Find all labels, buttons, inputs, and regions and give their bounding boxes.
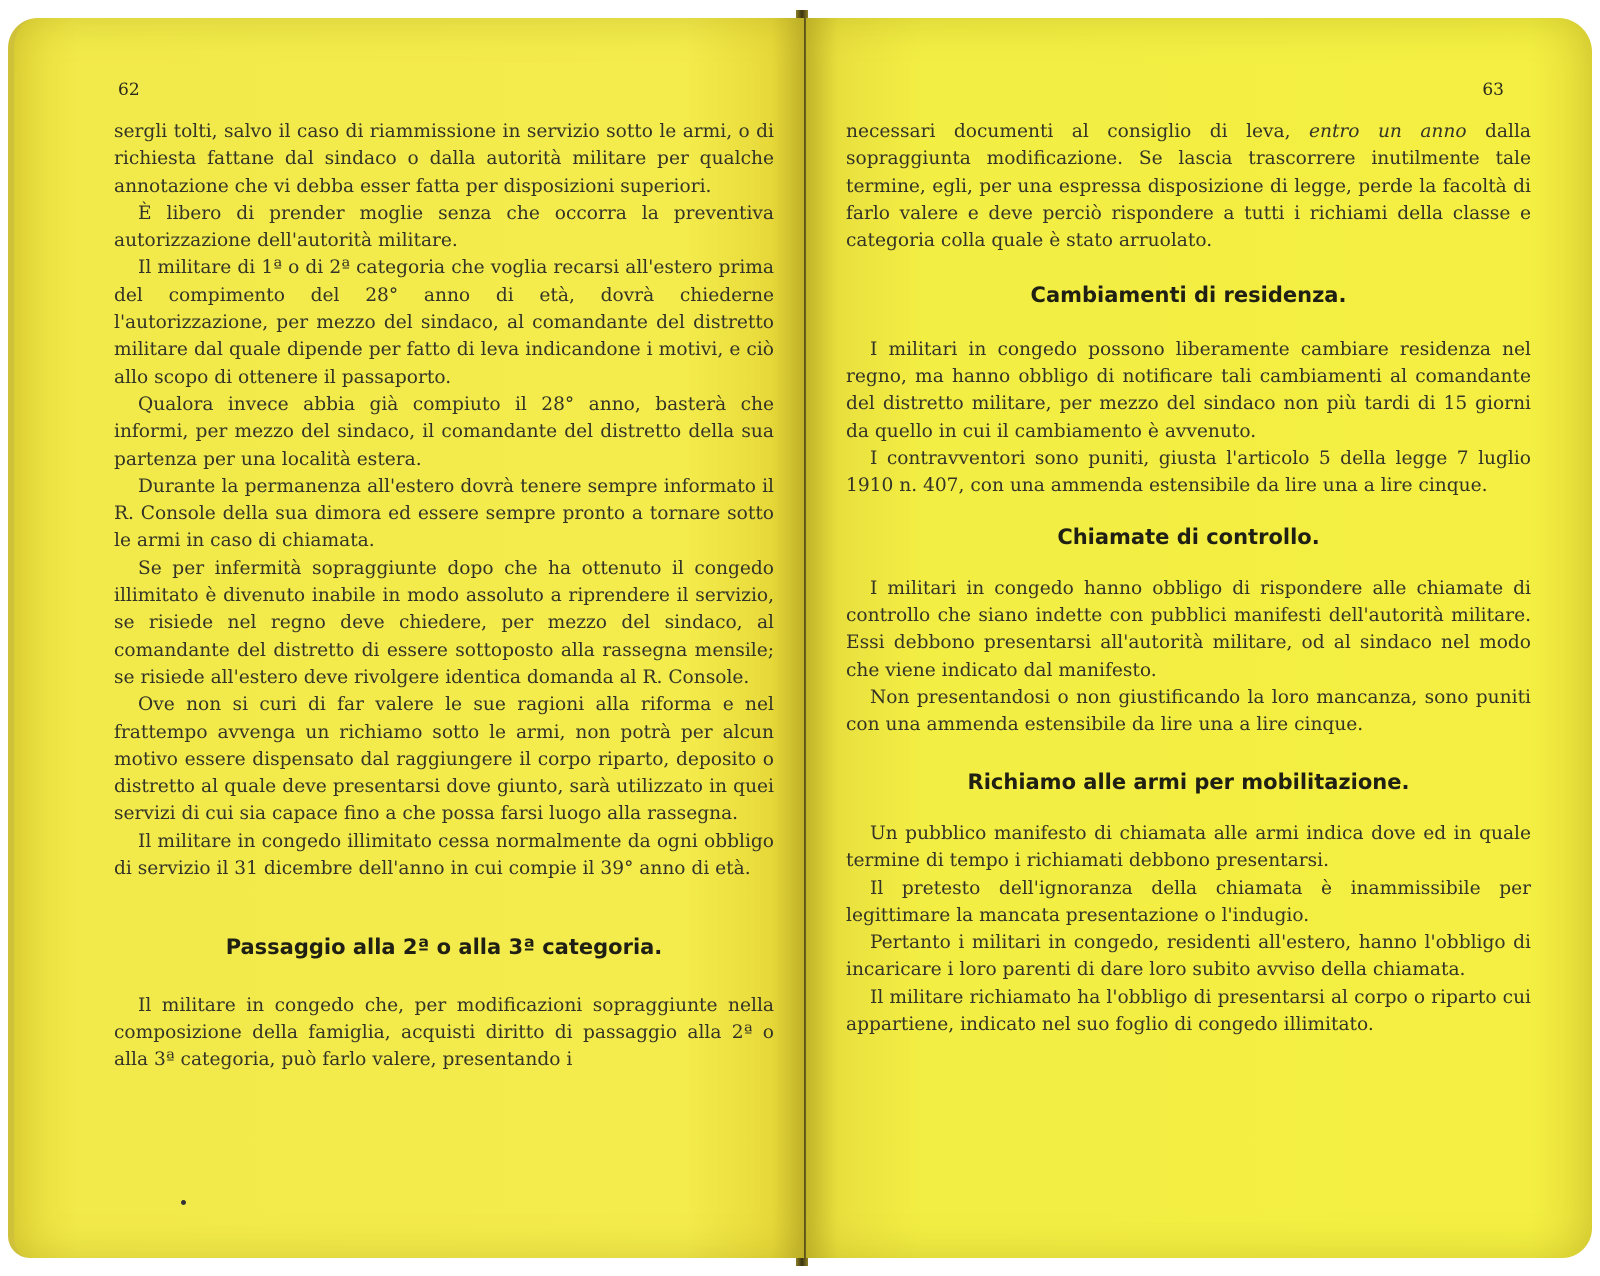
paragraph: I militari in congedo possono liberamente cambiare residenza nel regno, ma hanno obbligo di notificare tali cambiamenti al comandante del distretto militare, per mezzo del sindaco non più tardi di 15 giorni da quello in cui il cambiamento è avvenuto. — [846, 338, 1531, 442]
paragraph: Se per infermità sopraggiunte dopo che ha ottenuto il congedo illimitato è divenuto inabile in modo assoluto a riprendere il servizio, se risiede nel regno deve chiedere, per mezzo del sindaco, al comandante del distretto di essere sottoposto alla rassegna mensile; se risiede all'estero deve rivolgere identica domanda al R. Console. — [114, 557, 774, 688]
paragraph: sergli tolti, salvo il caso di riammissione in servizio sotto le armi, o di richiesta fattane dal sindaco o dalla autorità militare per qualche annotazione che vi debba esser fatta per disposizioni superiori. — [114, 121, 774, 197]
paragraph: I militari in congedo hanno obbligo di rispondere alle chiamate di controllo che siano indette con pubblici manifesti dell'autorità militare. Essi debbono presentarsi all'autorità militare, od al sindaco nel modo che viene indicato dal manifesto. — [846, 577, 1531, 681]
section-heading: Cambiamenti di residenza. — [1030, 283, 1347, 308]
text-run: dalla sopraggiunta modificazione. Se lascia trascorrere inutilmente tale termine, egli, per una espressa disposizione di legge, perde la facoltà di farlo valere e deve perciò rispondere a tutti i richiami della classe e categoria colla quale è stato arruolato. — [846, 121, 1531, 252]
italic-text-run: entro un anno — [1308, 121, 1467, 142]
paragraph: Il militare in congedo che, per modificazioni sopraggiunte nella composizione della famiglia, acquisti diritto di passaggio alla 2ª o alla 3ª categoria, può farlo valere, presentando i — [114, 994, 774, 1071]
ink-dot — [181, 1200, 186, 1205]
left-page-body — [114, 118, 774, 1074]
paragraph: Un pubblico manifesto di chiamata alle armi indica dove ed in quale termine di tempo i richiamati debbono presentarsi. — [846, 822, 1531, 872]
paragraph: Il militare in congedo illimitato cessa normalmente da ogni obbligo di servizio il 31 dicembre dell'anno in cui compie il 39° anno di età. — [114, 830, 774, 880]
paragraph: È libero di prender moglie senza che occorra la preventiva autorizzazione dell'autorità militare. — [114, 202, 774, 252]
section-heading: Passaggio alla 2ª o alla 3ª categoria. — [225, 935, 663, 960]
paragraph: Il pretesto dell'ignoranza della chiamata è inammissibile per legittimare la mancata presentazione o l'indugio. — [846, 877, 1531, 926]
right-page-body — [846, 118, 1531, 1038]
paragraph: Durante la permanenza all'estero dovrà tenere sempre informato il R. Console della sua dimora ed essere sempre pronto a tornare sotto le armi in caso di chiamata. — [114, 475, 774, 552]
left-page — [8, 18, 804, 1258]
paragraph — [846, 118, 1531, 254]
section-heading: Chiamate di controllo. — [1057, 524, 1320, 549]
paragraph: I contravventori sono puniti, giusta l'articolo 5 della legge 7 luglio 1910 n. 407, con una ammenda estensibile da lire una a lire cinque. — [846, 447, 1531, 497]
page-number: 63 — [1482, 80, 1504, 100]
page-number: 62 — [118, 80, 140, 100]
paragraph: Pertanto i militari in congedo, residenti all'estero, hanno l'obbligo di incaricare i loro parenti di dare loro subito avviso della chiamata. — [846, 932, 1531, 981]
paragraph: Il militare richiamato ha l'obbligo di presentarsi al corpo o riparto cui appartiene, indicato nel suo foglio di congedo illimitato. — [846, 986, 1531, 1036]
paragraph: Non presentandosi o non giustificando la loro mancanza, sono puniti con una ammenda estensibile da lire una a lire cinque. — [846, 687, 1531, 736]
paragraph: Il militare di 1ª o di 2ª categoria che voglia recarsi all'estero prima del compimento del 28° anno di età, dovrà chiederne l'autorizzazione, per mezzo del sindaco, al comandante del distretto militare dal quale dipende per fatto di leva indicandone i motivi, e ciò allo scopo di ottenere il passaporto. — [114, 257, 774, 388]
right-page — [806, 18, 1592, 1258]
paragraph: Ove non si curi di far valere le sue ragioni alla riforma e nel frattempo avvenga un richiamo sotto le armi, non potrà per alcun motivo essere dispensato dal raggiungere il corpo riparto, deposito o distretto al quale deve presentarsi dove giunto, sarà utilizzato in quei servizi di cui sia capace fino a che possa farsi luogo alla rassegna. — [114, 694, 774, 825]
text-run: necessari documenti al consiglio di leva, — [846, 121, 1309, 142]
paragraph: Qualora invece abbia già compiuto il 28° anno, basterà che informi, per mezzo del sindaco, il comandante del distretto della sua partenza per una località estera. — [114, 393, 774, 470]
section-heading: Richiamo alle armi per mobilitazione. — [967, 769, 1410, 794]
